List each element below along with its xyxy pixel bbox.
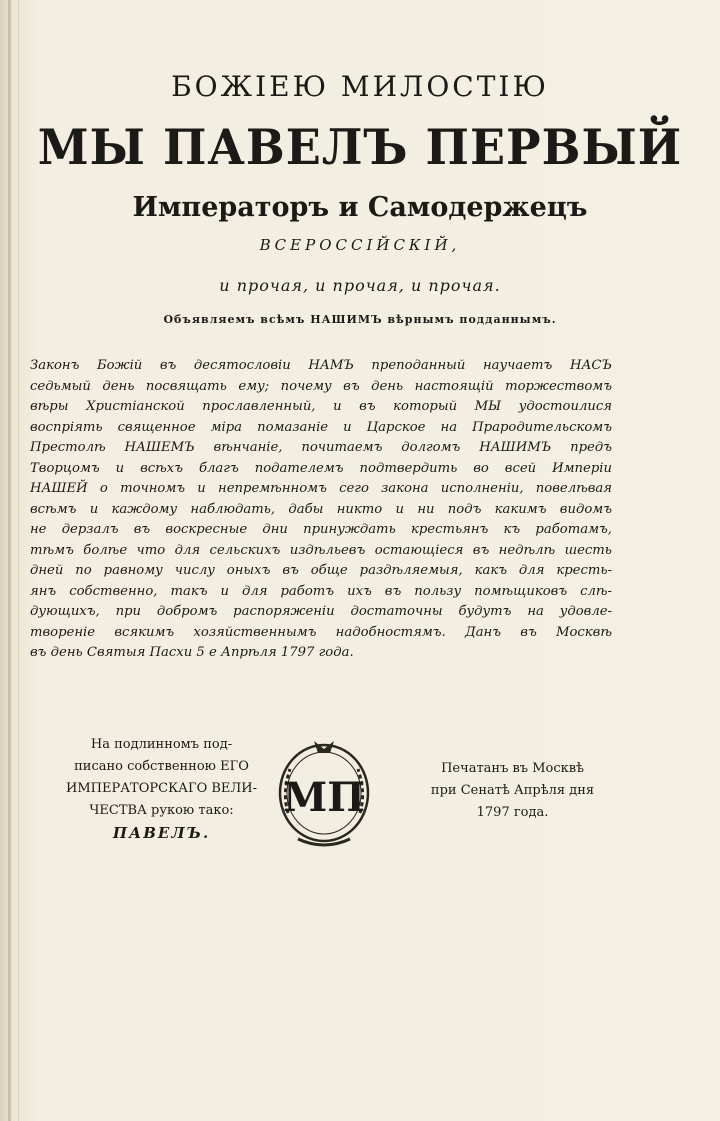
body-line: всѣмъ и каждому наблюдать, дабы никто и ни подъ какимъ видомъ bbox=[30, 501, 612, 517]
body-line: дующихъ, при добромъ распоряженіи достаточны будутъ на удовле- bbox=[30, 604, 612, 619]
printing-note-line: 1797 года. bbox=[476, 805, 549, 820]
body-line: Законъ Божій въ десятословіи НАМЪ преподанный научаетъ НАСЪ bbox=[30, 358, 612, 373]
body-line: седьмый день посвящать ему; почему въ день настоящій торжествомъ bbox=[30, 378, 612, 394]
manifesto-body bbox=[30, 356, 612, 664]
body-line: воспріять священное міра помазаніе и Царское на Прародительскомъ bbox=[30, 419, 612, 435]
body-line: Творцомъ и всѣхъ благъ подателемъ подтвердить во всей Имперіи bbox=[30, 460, 612, 476]
title-line-1: БОЖІЕЮ МИЛОСТІЮ bbox=[171, 70, 549, 103]
body-line: не дерзалъ въ воскресные дни принуждать крестьянъ къ работамъ, bbox=[30, 522, 612, 537]
title-line-4: ВСЕРОССІЙСКІЙ, bbox=[259, 236, 461, 254]
printing-note-line: Печатанъ въ Москвѣ bbox=[441, 761, 584, 776]
body-line: твореніе всякимъ хозяйственнымъ надобностямъ. Данъ въ Москвѣ bbox=[30, 624, 612, 640]
body-line: Престолѣ НАШЕМЪ вѣнчаніе, почитаемъ долгомъ НАШИМЪ предъ bbox=[30, 440, 612, 455]
announcement-line: Объявляемъ всѣмъ НАШИМЪ вѣрнымъ подданнымъ. bbox=[163, 313, 557, 326]
title-line-5: и прочая, и прочая, и прочая. bbox=[219, 276, 501, 295]
title-line-2: МЫ ПАВЕЛЪ ПЕРВЫЙ bbox=[37, 118, 683, 176]
printing-note bbox=[405, 758, 620, 824]
imperial-monogram-seal bbox=[268, 735, 380, 855]
crown-icon bbox=[314, 741, 334, 753]
signature-note-line: писано собственною ЕГО bbox=[74, 759, 249, 774]
signature-note-line: ИМПЕРАТОРСКАГО ВЕЛИ- bbox=[65, 781, 257, 796]
printing-note-line: при Сенатѣ Апрѣля дня bbox=[430, 783, 595, 798]
body-line: дней по равному числу оныхъ въ обще раздѣляемыя, какъ для кресть- bbox=[30, 563, 612, 578]
signature-note-line: ЧЕСТВА рукою тако: bbox=[89, 803, 234, 818]
seal-monogram: МП bbox=[282, 774, 366, 821]
body-line: янъ собственно, такъ и для работъ ихъ въ пользу помѣщиковъ слѣ- bbox=[30, 583, 612, 599]
signature-block bbox=[64, 734, 259, 844]
title-line-3: Императоръ и Самодержецъ bbox=[132, 192, 588, 223]
body-line: вѣры Христіанской прославленный, и въ который МЫ удостоилися bbox=[30, 399, 612, 414]
imperial-signature: ПАВЕЛЪ. bbox=[112, 824, 211, 842]
signature-note-line: На подлинномъ под- bbox=[90, 737, 233, 752]
body-line: НАШЕЙ о точномъ и непремѣнномъ сего закона исполненіи, повелѣвая bbox=[30, 481, 612, 496]
body-line: въ день Святыя Пасхи 5 е Апрѣля 1797 года. bbox=[30, 645, 354, 660]
body-line: тѣмъ болѣе что для сельскихъ издѣльевъ остающіеся въ недѣлѣ шесть bbox=[30, 542, 612, 558]
